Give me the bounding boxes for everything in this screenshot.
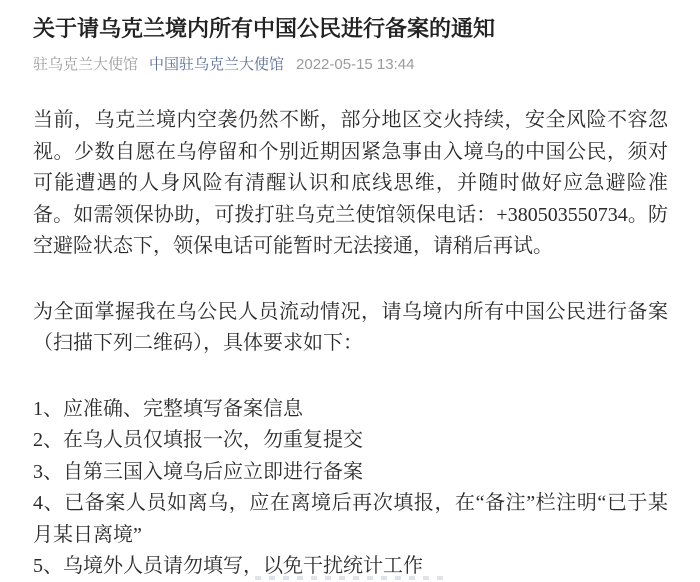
list-item-3: 3、自第三国入境乌后应立即进行备案 — [33, 460, 363, 483]
list-item-4: 4、已备案人员如离乌，应在离境后再次填报，在“备注”栏注明“已于某月某日离境” — [33, 492, 668, 546]
article-meta — [33, 54, 668, 75]
publish-timestamp: 2022-05-15 13:44 — [296, 56, 415, 73]
qr-code-image-top-edge — [255, 576, 445, 580]
account-name-link[interactable]: 中国驻乌克兰大使馆 — [149, 56, 285, 73]
requirements-list — [33, 394, 668, 582]
list-item-1: 1、应准确、完整填写备案信息 — [33, 397, 303, 420]
list-item-5: 5、乌境外人员请勿填写，以免干扰统计工作 — [33, 555, 423, 577]
paragraph-registration-request: 为全面掌握我在乌公民人员流动情况，请乌境内所有中国公民进行备案（扫描下列二维码），具体要求如下： — [33, 300, 668, 354]
article-title: 关于请乌克兰境内所有中国公民进行备案的通知 — [33, 16, 496, 41]
account-alias: 驻乌克兰大使馆 — [33, 56, 139, 73]
list-item-2: 2、在乌人员仅填报一次，勿重复提交 — [33, 429, 363, 451]
paragraph-safety-warning: 当前，乌克兰境内空袭仍然不断，部分地区交火持续，安全风险不容忽视。少数自愿在乌停留和个别近期因紧急事由入境乌的中国公民，须对可能遭遇的人身风险有清醒认识和底线思维，并随时做好应急避险准备。如需领保协助，可拨打驻乌克兰使馆领保电话：+380503550734。防空避险状态下，领保电话可能暂时无法接通，请稍后再试。 — [33, 109, 668, 257]
article-body — [33, 105, 668, 582]
